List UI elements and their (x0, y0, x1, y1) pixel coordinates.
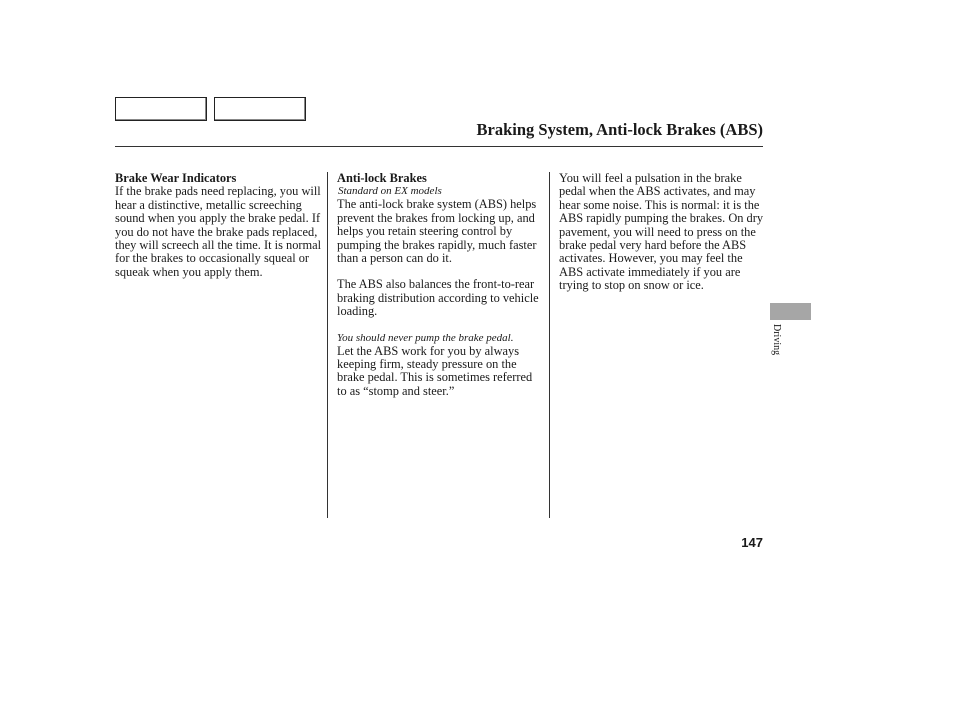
brake-wear-paragraph: If the brake pads need replacing, you will hear a distinctive, metallic screeching sound when you apply the brake pedal. If you do not have the brake pads replaced, they will screech all the time. It is normal for the brakes to occasionally squeal or squeak when you apply them. (115, 184, 322, 279)
column-middle (337, 172, 543, 398)
abs-warning: You should never pump the brake pedal. (337, 331, 514, 344)
page-title: Braking System, Anti-lock Brakes (ABS) (476, 120, 763, 139)
section-tab[interactable] (770, 303, 811, 320)
column-divider (549, 172, 550, 518)
section-heading-brake-wear: Brake Wear Indicators (115, 171, 237, 185)
page-number: 147 (741, 535, 763, 550)
section-label: Driving (771, 324, 782, 356)
abs-paragraph-1: The anti-lock brake system (ABS) helps prevent the brakes from locking up, and helps you retain steering control by pumping the brakes rapidly, much faster than a person can do it. (337, 197, 537, 266)
section-heading-anti-lock: Anti-lock Brakes (337, 171, 427, 185)
abs-paragraph-2: The ABS also balances the front-to-rear braking distribution according to vehicle loading. (337, 277, 539, 319)
abs-paragraph-3: Let the ABS work for you by always keeping firm, steady pressure on the brake pedal. This is sometimes referred to as “stomp and steer.” (337, 343, 533, 398)
model-note: Standard on EX models (338, 185, 442, 198)
column-divider (327, 172, 328, 518)
column-left (115, 172, 322, 279)
header-rule (115, 146, 763, 147)
nav-button-table-of-contents[interactable] (214, 97, 306, 121)
abs-pulsation-paragraph: You will feel a pulsation in the brake pedal when the ABS activates, and may hear some noise. This is normal: it is the ABS rapidly pumping the brakes. On dry pavement, you will need to press on the brake pedal very hard before the ABS activates. However, you may feel the ABS activate immediately if you are trying to stop on snow or ice. (559, 171, 764, 293)
column-right (559, 172, 765, 293)
nav-button-main-menu[interactable] (115, 97, 207, 121)
